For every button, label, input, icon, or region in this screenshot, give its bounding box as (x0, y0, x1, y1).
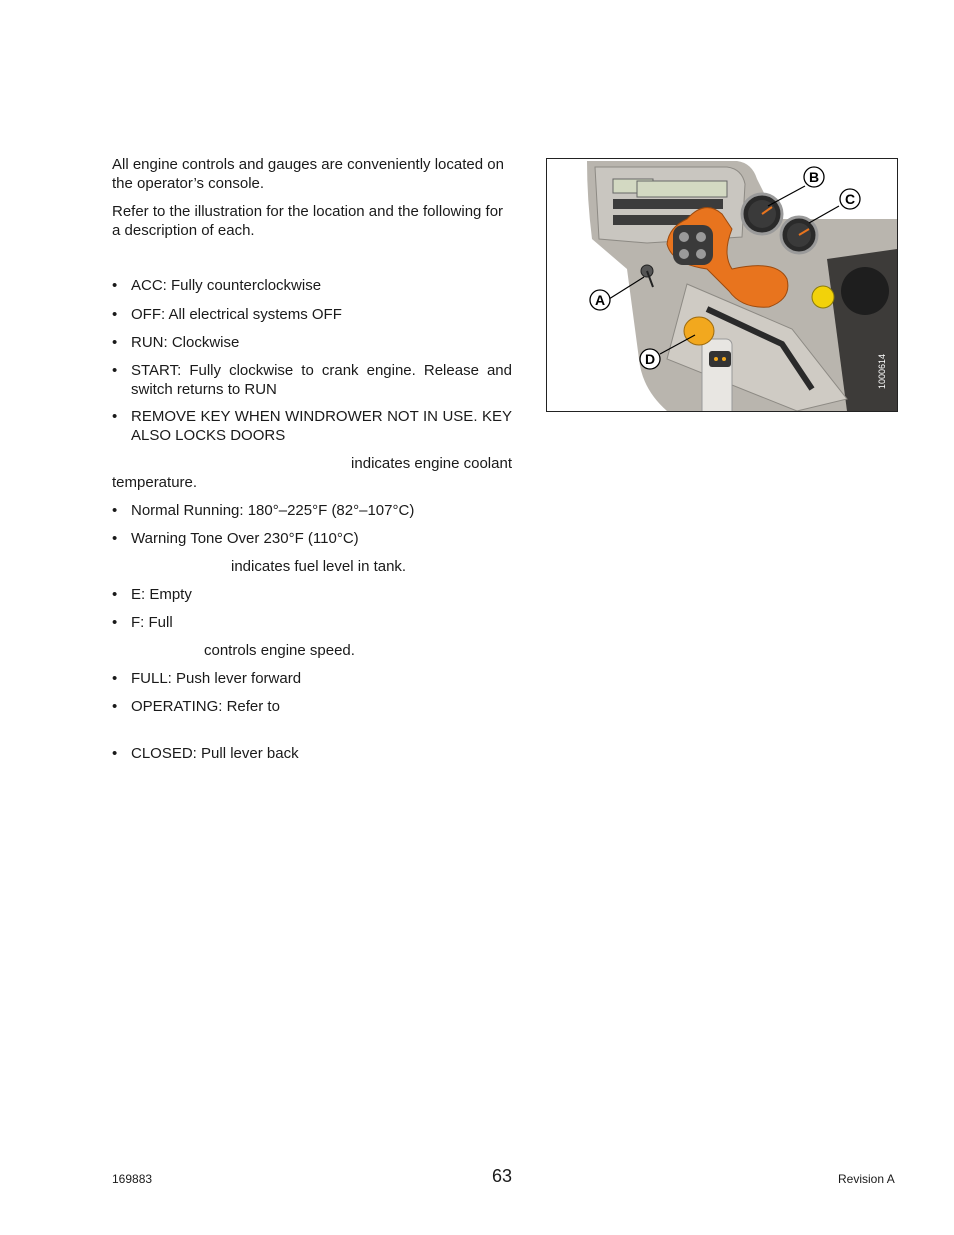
list-item: • ACC: Fully counterclockwise (112, 277, 322, 294)
revision-label: Revision A (838, 1172, 895, 1186)
throttle-switch-light (714, 357, 718, 361)
lever-button (696, 249, 706, 259)
intro-paragraph-1: All engine controls and gauges are conveniently located on the operator’s console. (112, 156, 504, 192)
intro-paragraph-2: Refer to the illustration for the location and the following for a description of each. (112, 203, 504, 239)
list-item: • Normal Running: 180°–225°F (82°–107°C) (112, 502, 415, 519)
lever-button-pad (673, 225, 713, 265)
callout-c: C (844, 191, 856, 207)
console-illustration (547, 159, 897, 411)
list-item: • OFF: All electrical systems OFF (112, 306, 342, 323)
throttle-switch-light (722, 357, 726, 361)
callout-d: D (644, 351, 656, 367)
list-item: • OPERATING: Refer to (112, 698, 280, 715)
list-item: • F: Full (112, 614, 173, 631)
coolant-description: indicates engine coolant temperature. (112, 455, 512, 491)
list-item: • START: Fully clockwise to crank engine. Release and switch returns to RUN (112, 362, 512, 398)
list-item: • REMOVE KEY WHEN WINDROWER NOT IN USE. KEY ALSO LOCKS DOORS (112, 408, 512, 444)
list-item: • E: Empty (112, 586, 192, 603)
list-item: • RUN: Clockwise (112, 334, 240, 351)
list-item: • Warning Tone Over 230°F (110°C) (112, 530, 359, 547)
lever-button (696, 232, 706, 242)
list-item: • CLOSED: Pull lever back (112, 745, 299, 762)
throttle-housing (702, 339, 732, 411)
throttle-switch (709, 351, 731, 367)
throttle-description: controls engine speed. (204, 642, 355, 659)
yellow-knob (812, 286, 834, 308)
cup-holder (841, 267, 889, 315)
lever-button (679, 232, 689, 242)
throttle-lever (684, 317, 714, 345)
figure-code: 1000614 (877, 353, 887, 389)
console-figure (546, 158, 898, 412)
callout-b: B (808, 169, 820, 185)
doc-number: 169883 (112, 1172, 153, 1186)
list-item: • FULL: Push lever forward (112, 670, 302, 687)
page-number: 63 (492, 1166, 513, 1186)
lever-button (679, 249, 689, 259)
callout-a: A (594, 292, 606, 308)
lcd-main (637, 181, 727, 197)
fuel-description: indicates fuel level in tank. (231, 558, 407, 575)
